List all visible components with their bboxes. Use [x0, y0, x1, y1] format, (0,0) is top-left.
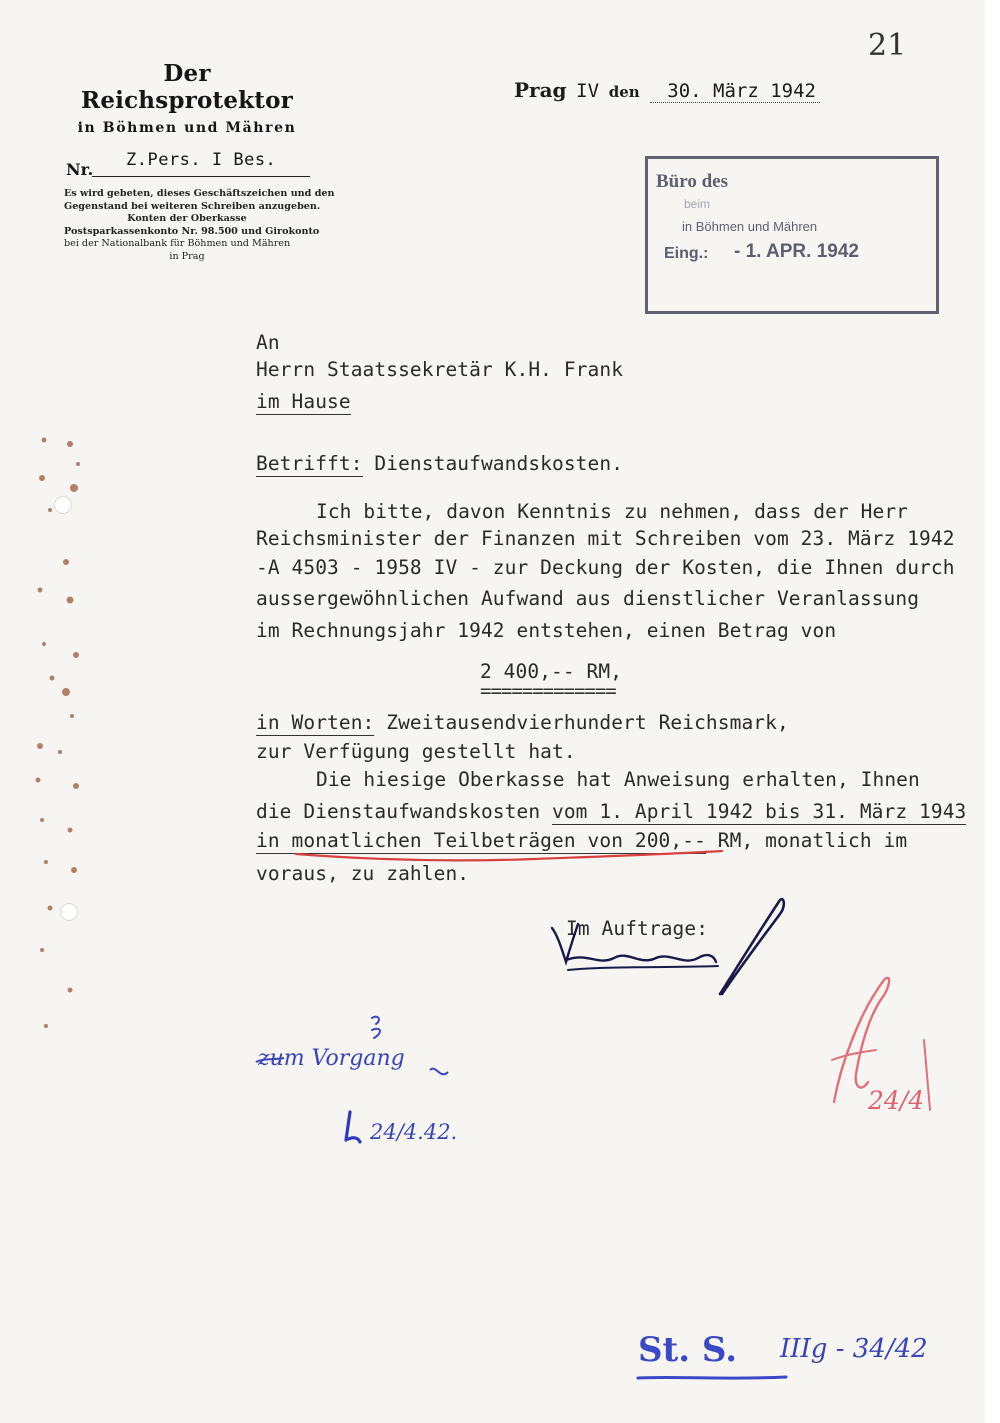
- body-line: im Rechnungsjahr 1942 entstehen, einen Betrag von: [256, 619, 837, 642]
- body-line: Reichsminister der Finanzen mit Schreiben vom 23. März 1942: [256, 527, 955, 550]
- in-words-line: [256, 711, 789, 734]
- recipient-location-text: im Hause: [256, 390, 351, 413]
- blue-note-vorgang: zum Vorgang: [258, 1046, 405, 1071]
- punch-hole-bottom: [60, 903, 78, 921]
- body-line: Ich bitte, davon Kenntnis zu nehmen, dass der Herr: [316, 500, 908, 523]
- body-line: [256, 800, 966, 823]
- in-words-label: in Worten:: [256, 711, 375, 734]
- den-label: den: [608, 83, 640, 101]
- letterhead-note-line: in Prag: [169, 250, 205, 262]
- body-line: aussergewöhnlichen Aufwand aus dienstlicher Veranlassung: [256, 587, 920, 610]
- stamp-line-3: in Böhmen und Mähren: [682, 219, 818, 234]
- period-underlined: vom 1. April 1942 bis 31. März 1943: [552, 800, 967, 823]
- letterhead-note-line: bei der Nationalbank für Böhmen und Mähren: [64, 238, 291, 250]
- body-text: RM, monatlich im: [705, 829, 908, 852]
- letterhead-subtitle: in Böhmen und Mähren: [77, 120, 297, 136]
- reference-number-value: Z.Pers. I Bes.: [126, 150, 277, 170]
- bottom-stamp-st-s: St. S.: [638, 1330, 738, 1370]
- letterhead: [64, 60, 335, 264]
- letterhead-note-line: Es wird gebeten, dieses Geschäftszeichen und den: [64, 188, 335, 199]
- recipient-location: [256, 390, 351, 413]
- letterhead-note-line: Konten der Oberkasse: [127, 213, 247, 225]
- place-district: IV: [576, 80, 600, 102]
- receipt-stamp: [645, 156, 939, 314]
- letterhead-note-line: Postsparkassenkonto Nr. 98.500 und Girokonto: [64, 225, 320, 237]
- subject-text: Dienstaufwandskosten.: [374, 452, 624, 475]
- body-text: die Dienstaufwandskosten: [256, 800, 552, 823]
- body-line: voraus, zu zahlen.: [256, 862, 470, 885]
- body-line: -A 4503 - 1958 IV - zur Deckung der Kosten, die Ihnen durch: [256, 556, 955, 579]
- reference-number-rule: [92, 176, 310, 177]
- monthly-installments-underlined: in monatlichen Teilbeträgen von 200,--: [256, 829, 706, 852]
- recipient-an: An: [256, 331, 280, 354]
- subject-line: [256, 452, 623, 475]
- in-words-text: Zweitausendvierhundert Reichsmark,: [386, 711, 789, 734]
- red-pencil-underline: [294, 846, 734, 866]
- recipient-name: Herrn Staatssekretär K.H. Frank: [256, 358, 624, 381]
- amount: 2 400,-- RM,: [480, 660, 623, 683]
- blue-note-date: 24/4.42.: [370, 1120, 458, 1144]
- im-auftrage: Im Auftrage:: [566, 917, 709, 940]
- place-name: Prag: [514, 78, 567, 102]
- page-number: 21: [868, 28, 907, 63]
- reference-number-row: [64, 150, 310, 180]
- stamp-line-1: Büro des: [656, 171, 728, 192]
- date-dotted-line: [650, 102, 820, 103]
- scan-margin: [985, 0, 1000, 1423]
- stamp-line-2: beim: [684, 197, 711, 211]
- bottom-stamp-underline: [636, 1372, 796, 1384]
- body-line: Die hiesige Oberkasse hat Anweisung erhalten, Ihnen: [316, 768, 920, 791]
- place-date: [514, 78, 816, 102]
- letter-date: 30. März 1942: [667, 80, 816, 102]
- body-line: zur Verfügung gestellt hat.: [256, 740, 576, 763]
- rust-stain-marks: [30, 430, 100, 1050]
- signature: [548, 892, 808, 1002]
- reference-number-label: Nr.: [66, 160, 94, 179]
- punch-hole-top: [54, 496, 72, 514]
- letterhead-notes: [64, 188, 335, 264]
- subject-label: Betrifft:: [256, 452, 363, 475]
- amount-double-rule: =============: [480, 680, 616, 702]
- red-note-date: 24/4: [868, 1086, 925, 1115]
- stamp-received-date: - 1. APR. 1942: [734, 241, 859, 262]
- letterhead-note-line: Gegenstand bei weiteren Schreiben anzugeben.: [64, 200, 321, 212]
- bottom-reference: IIIg - 34/42: [780, 1334, 928, 1364]
- stamp-received-label: Eing.:: [664, 245, 709, 262]
- letterhead-title: Der Reichsprotektor: [81, 60, 293, 114]
